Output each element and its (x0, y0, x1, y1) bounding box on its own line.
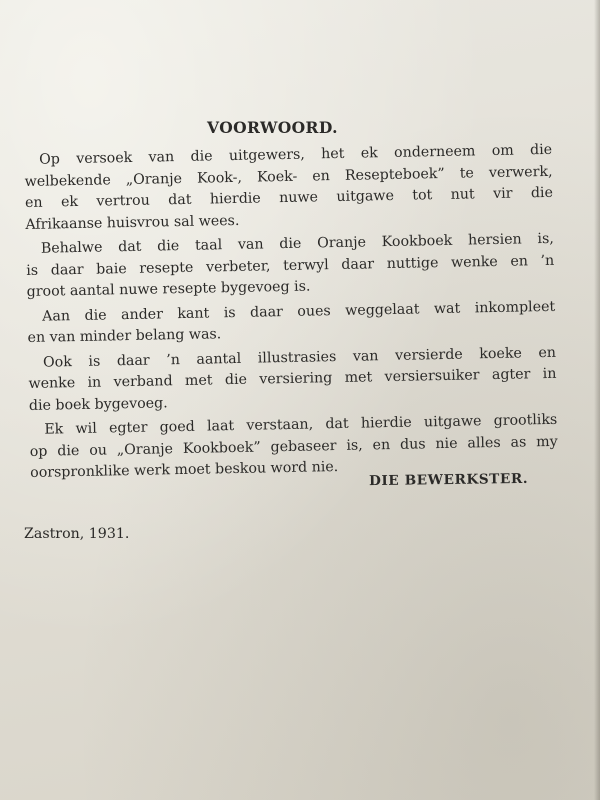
text-line: die boek bygevoeg. (28, 394, 168, 414)
paragraph-1 (24, 140, 554, 236)
text-line: oorspronklike werk moet beskou word nie. (30, 459, 339, 481)
foreword-body (24, 140, 558, 488)
paragraph-2 (26, 229, 555, 304)
text-line: en van minder belang was. (27, 326, 222, 346)
text-line: Behalwe dat die taal van die Oranje Kookboek hersien is, (40, 230, 554, 257)
paragraph-3 (27, 296, 556, 349)
text-line: is daar baie resepte verbeter, terwyl daar nuttige wenke en ’n (26, 252, 555, 279)
signature: DIE BEWERKSTER. (368, 470, 529, 490)
text-line: Afrikaanse huisvrou sal wees. (25, 212, 240, 233)
text-line: Aan die ander kant is daar oues weggelaat wat inkompleet (42, 298, 556, 325)
page-edge-shadow (594, 0, 600, 800)
text-line: en ek vertrou dat hierdie nuwe uitgawe tot nut vir die (24, 184, 554, 211)
paragraph-4 (28, 342, 557, 417)
text-line: Ook is daar ’n aantal illustrasies van versierde koeke en (42, 344, 557, 371)
place-date: Zastron, 1931. (24, 526, 130, 542)
text-line: op die ou „Oranje Kookboek” gebaseer is, en dus nie alles as my (29, 433, 558, 460)
text-line: wenke in verband met die versiering met versiersuiker agter in (28, 365, 557, 392)
page-title: VOORWOORD. (207, 118, 338, 137)
text-line: groot aantal nuwe resepte bygevoeg is. (26, 278, 311, 300)
text-line: Op versoek van die uitgewers, het ek onderneem om die (39, 141, 553, 168)
text-line: welbekende „Oranje Kook-, Koek- en Resepteboek” te verwerk, (24, 163, 553, 190)
text-line: Ek wil egter goed laat verstaan, dat hierdie uitgawe grootliks (44, 411, 558, 438)
